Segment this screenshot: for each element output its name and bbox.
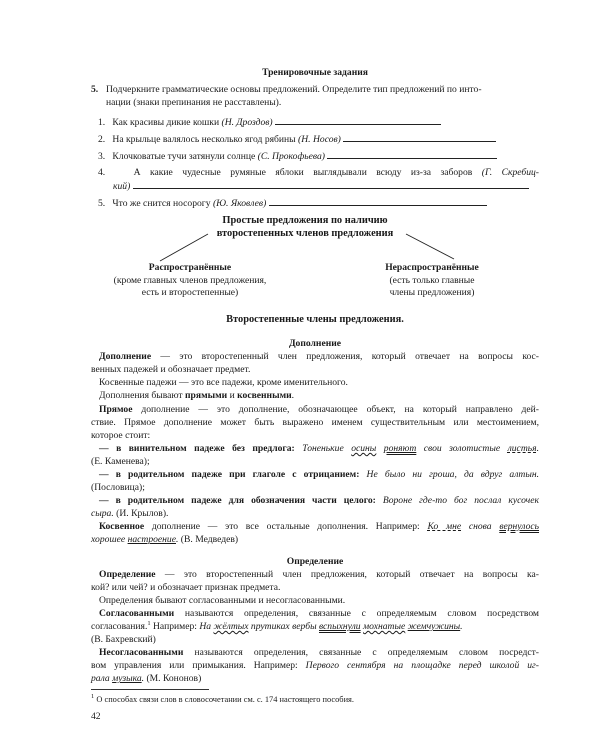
task-item: 2. На крыльце валялось несколько ягод рябины (Н. Носов) — [98, 133, 539, 146]
left-sub2: есть и второстепенные) — [141, 287, 239, 298]
dop-case3-line2: сыра. (И. Крылов). — [91, 508, 169, 519]
task-item: 4. А какие чудесные румяные яблоки выглядывали всюду из-за заборов (Г. Скребиц- — [98, 167, 539, 178]
footnote-mark: 1 — [147, 619, 151, 627]
task-item: 1. Как красивы дикие кошки (Н. Дроздов) — [98, 116, 539, 129]
task-item: 5. Что же снится носорогу (Ю. Яковлев) — [98, 197, 539, 210]
task-item: 3. Клочковатые тучи затянули солнце (С. Прокофьева) — [98, 150, 539, 163]
dop-direct-line2: ствие. Прямое дополнение может быть выражено именем существительным или местоимением, — [91, 417, 539, 428]
dop-def-line2: венных падежей и обозначает предмет. — [91, 364, 251, 375]
opr-def-line1: Определение — это второстепенный член предложения, который отвечает на вопросы ка- — [99, 569, 539, 580]
footnote: $^1$ О способах связи слов в словосочетании см. с. 174 настоящего пособия. — [91, 693, 354, 704]
left-sub1: (кроме главных членов предложения, — [113, 275, 267, 286]
task-item-cont: кий) — [113, 180, 539, 193]
task-number: 5. — [91, 84, 99, 95]
secondary-title: Второстепенные члены предложения. — [226, 314, 404, 325]
diagram-title-line2: второстепенных членов предложения — [216, 228, 394, 239]
opr-agr-line1: Согласованными называются определения, связанные с определяемым словом посредством — [99, 608, 539, 619]
left-title: Распространённые — [148, 262, 232, 273]
dop-direct-line1: Прямое дополнение — это дополнение, обозначающее объект, на который направлено дей- — [99, 404, 539, 415]
task-text-line2: нации (знаки препинания не расставлены). — [106, 97, 282, 108]
arrow-left — [160, 234, 208, 261]
dop-def-line1: Дополнение — это второстепенный член предложения, который отвечает на вопросы кос- — [99, 351, 539, 362]
dop-case1-author: (Е. Каменева); — [91, 456, 150, 467]
opr-kinds: Определения бывают согласованными и несогласованными. — [99, 595, 346, 606]
opr-agr-line2: согласования.$^1$ Например: На жёлтых прутиках вербы вспыхнули мохнатые жемчужины. — [91, 619, 463, 632]
dop-case3: — в родительном падеже для обозначения части целого: Вороне где-то бог послал кусочек — [99, 495, 539, 506]
opr-def-line2: кой? или чей? и обозначает признак предмета. — [91, 582, 281, 593]
dop-case1: — в винительном падеже без предлога: Тоненькие осины роняют свои золотистые листья. — [99, 443, 539, 454]
dop-case2: — в родительном падеже при глаголе с отрицанием: Не было ни гроша, да вдруг алтын. — [99, 469, 539, 480]
dop-kinds: Дополнения бывают прямыми и косвенными. — [99, 390, 295, 401]
dop-case2-author: (Пословица); — [91, 482, 145, 493]
right-sub1: (есть только главные — [389, 275, 475, 286]
opr-agr-author: (В. Бахревский) — [91, 634, 156, 645]
section-heading: Тренировочные задания — [262, 67, 368, 78]
page-number: 42 — [91, 711, 101, 722]
diagram-title-line1: Простые предложения по наличию — [222, 215, 388, 226]
arrow-right — [406, 234, 454, 259]
opr-nagr-line2: вом управления или примыкания. Например: Первого сентября на площадке перед школой иг- — [91, 660, 539, 671]
dop-indirect: Косвенные падежи — это все падежи, кроме именительного. — [99, 377, 348, 388]
dop-indirect-def-line2: хорошее настроение. (В. Медведев) — [91, 534, 239, 545]
dop-heading: Дополнение — [288, 338, 342, 349]
dop-direct-line3: которое стоит: — [91, 430, 151, 441]
footnote-rule — [91, 689, 209, 690]
opr-nagr-line3: рала музыка. (М. Кононов) — [91, 673, 202, 684]
opr-heading: Определение — [286, 556, 344, 567]
dop-indirect-def: Косвенное дополнение — это все остальные дополнения. Например: Ко мне снова вернулось — [99, 521, 540, 532]
diagram-arrows — [0, 0, 600, 300]
opr-nagr-line1: Несогласованными называются определения, связанные с определяемым словом посредст- — [99, 647, 539, 658]
right-title: Нераспространённые — [385, 262, 479, 273]
task-text-line1: Подчеркните грамматические основы предложений. Определите тип предложений по инто- — [106, 84, 482, 95]
right-sub2: члены предложения) — [389, 287, 475, 298]
